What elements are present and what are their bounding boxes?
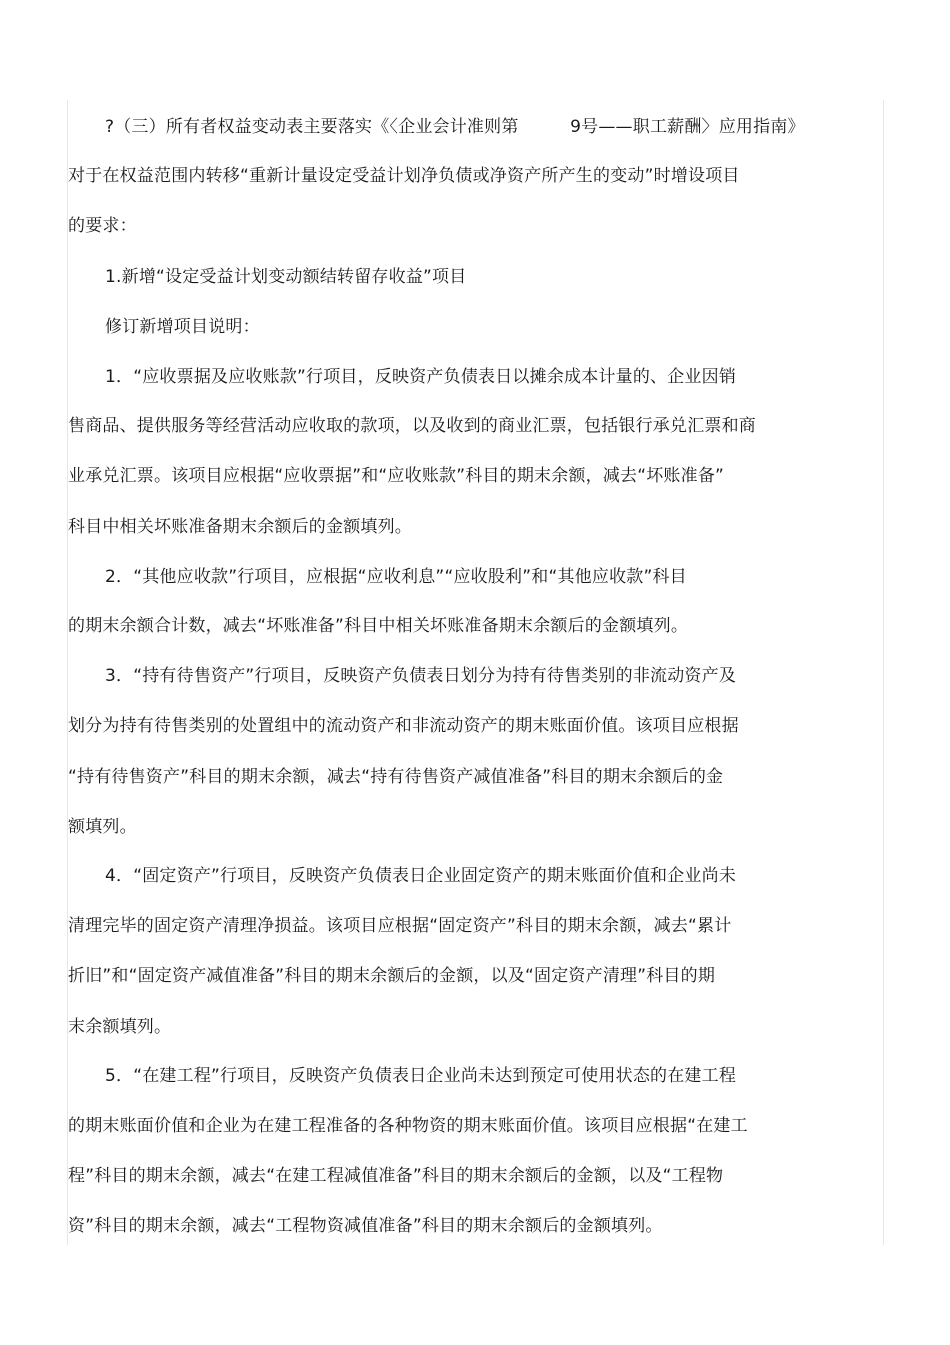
- text-line: 折旧”和“固定资产减值准备”科目的期末余额后的金额，以及“固定资产清理”科目的期: [68, 966, 716, 986]
- item-3-line: 3．“持有待售资产”行项目，反映资产负债表日划分为持有待售类别的非流动资产及: [105, 666, 737, 686]
- text-line: 的期末账面价值和企业为在建工程准备的各种物资的期末账面价值。该项目应根据“在建工: [68, 1116, 748, 1136]
- text-line: 末余额填列。: [68, 1017, 172, 1037]
- text-line: 清理完毕的固定资产清理净损益。该项目应根据“固定资产”科目的期末余额，减去“累计: [68, 916, 732, 936]
- text-line: 资”科目的期末余额，减去“工程物资减值准备”科目的期末余额后的金额填列。: [68, 1216, 663, 1236]
- text-line: 的期末余额合计数，减去“坏账准备”科目中相关坏账准备期末余额后的金额填列。: [68, 616, 689, 636]
- text-line: 科目中相关坏账准备期末余额后的金额填列。: [68, 517, 412, 537]
- section-label-line: 修订新增项目说明：: [105, 317, 260, 337]
- text-line: 业承兑汇票。该项目应根据“应收票据”和“应收账款”科目的期末余额，减去“坏账准备”: [68, 466, 725, 486]
- text-line: 程”科目的期末余额，减去“在建工程减值准备”科目的期末余额后的金额，以及“工程物: [68, 1166, 724, 1186]
- text-line: 的要求：: [68, 216, 137, 236]
- text-line: 售商品、提供服务等经营活动应收取的款项，以及收到的商业汇票，包括银行承兑汇票和商: [68, 416, 756, 436]
- text-line: 划分为持有待售类别的处置组中的流动资产和非流动资产的期末账面价值。该项目应根据: [68, 716, 739, 736]
- item-1-line: 1．“应收票据及应收账款”行项目，反映资产负债表日以摊余成本计量的、企业因销: [105, 367, 737, 387]
- item-4-line: 4．“固定资产”行项目，反映资产负债表日企业固定资产的期末账面价值和企业尚未: [105, 866, 737, 886]
- text-line: 对于在权益范围内转移“重新计量设定受益计划净负债或净资产所产生的变动”时增设项目: [68, 166, 740, 186]
- text-line: 额填列。: [68, 817, 137, 837]
- list-heading-line: 1.新增“设定受益计划变动额结转留存收益”项目: [105, 267, 467, 287]
- left-margin-rule: [67, 100, 68, 1245]
- right-margin-rule: [883, 100, 884, 1245]
- item-5-line: 5．“在建工程”行项目，反映资产负债表日企业尚未达到预定可使用状态的在建工程: [105, 1066, 737, 1086]
- item-2-line: 2．“其他应收款”行项目，应根据“应收利息”“应收股利”和“其他应收款”科目: [105, 567, 687, 587]
- heading-paragraph-line: ?（三）所有者权益变动表主要落实《〈企业会计准则第 9号——职工薪酬〉应用指南》: [105, 117, 805, 137]
- text-line: “持有待售资产”科目的期末余额，减去“持有待售资产减值准备”科目的期末余额后的金: [68, 767, 724, 787]
